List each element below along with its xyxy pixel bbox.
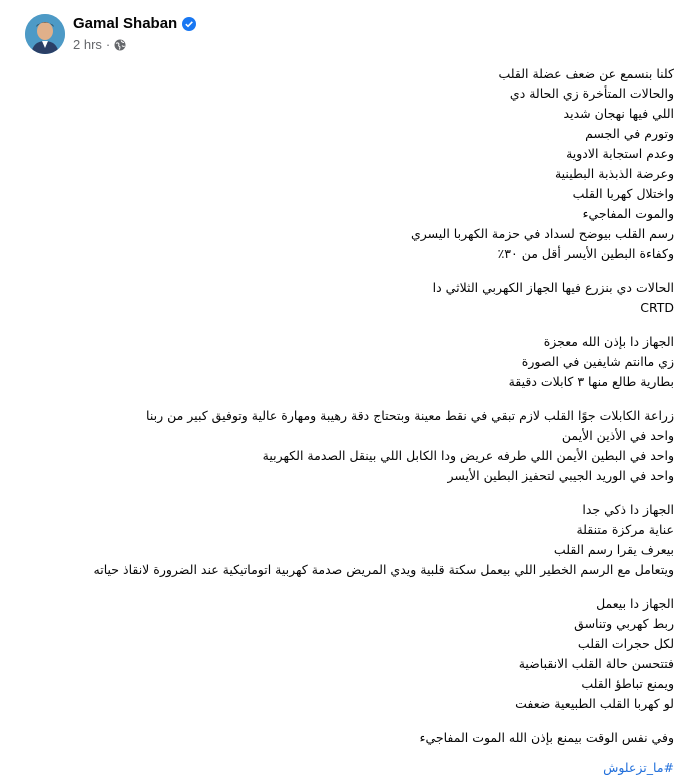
post-line: زي ماانتم شايفين في الصورة	[521, 354, 674, 369]
post-paragraph	[34, 500, 674, 580]
post-line: الجهاز دا بإذن الله معجزة	[543, 334, 674, 349]
post-line: الجهاز دا بيعمل	[596, 596, 674, 611]
avatar[interactable]	[25, 14, 65, 54]
post-line: رسم القلب بيوضح لسداد في حزمة الكهربا اليسري	[410, 226, 674, 241]
post-text	[34, 64, 674, 778]
post-line: ربط كهربي وتناسق	[574, 616, 674, 631]
post-line: لكل حجرات القلب	[577, 636, 674, 651]
post-time[interactable]: 2 hrs	[73, 37, 102, 52]
post-line: ويمنع تباطؤ القلب	[581, 676, 674, 691]
meta-separator: ·	[105, 37, 111, 52]
hashtag-link[interactable]: #ما_تزعلوش	[603, 760, 674, 775]
post-paragraph	[34, 332, 674, 392]
post-line: ويتعامل مع الرسم الخطير اللي بيعمل سكتة قلبية ويدي المريض صدمة كهربية اتوماتيكية عند الضرورة لانقاذ حياته	[93, 562, 674, 577]
post-line: وعدم استجابة الادوية	[566, 146, 674, 161]
post-line: وتورم في الجسم	[585, 126, 674, 141]
post-line: لو كهربا القلب الطبيعية ضعفت	[515, 696, 674, 711]
post-line: الجهاز دا ذكي جدا	[582, 502, 674, 517]
post-paragraph	[34, 64, 674, 264]
post-line: CRTD	[640, 300, 674, 315]
post-header	[25, 14, 665, 54]
post-line: واحد في الأذين الأيمن	[561, 428, 674, 443]
post-line: وفي نفس الوقت بيمنع بإذن الله الموت المفاجيء	[419, 730, 674, 745]
post-paragraph	[34, 278, 674, 318]
post-line: وكفاءة البطين الأيسر أقل من ٣٠٪	[497, 246, 674, 261]
post-line: واختلال كهربا القلب	[572, 186, 674, 201]
post-line: الحالات دي بنزرع فيها الجهاز الكهربي الثلاثي دا	[432, 280, 674, 295]
post-line: واحد في البطين الأيمن اللي طرفه عريض ودا الكابل اللي بينقل الصدمة الكهربية	[262, 448, 674, 463]
post-line: واحد في الوريد الجيبي لتحفيز البطين الأيسر	[447, 468, 674, 483]
post-paragraph	[34, 406, 674, 486]
post-paragraph	[34, 594, 674, 714]
post-line: عناية مركزة متنقلة	[576, 522, 674, 537]
post-line: اللي فيها نهجان شديد	[563, 106, 674, 121]
post-line: زراعة الكابلات جوًا القلب لازم تبقي في نقط معينة وبتحتاج دقة رهيبة ومهارة عالية وتوفيق كبير من ربنا	[146, 408, 674, 423]
post-line: والموت المفاجيء	[582, 206, 674, 221]
post-meta	[73, 37, 126, 52]
globe-icon[interactable]	[114, 39, 126, 51]
post-line: بيعرف يقرا رسم القلب	[553, 542, 674, 557]
author-name-text[interactable]: Gamal Shaban	[73, 15, 178, 32]
author-name[interactable]	[73, 15, 196, 32]
post-line: بطارية طالع منها ٣ كابلات دقيقة	[508, 374, 674, 389]
post-line: والحالات المتأخرة زي الحالة دي	[509, 86, 674, 101]
post-paragraph	[34, 728, 674, 748]
verified-badge-icon	[182, 17, 196, 31]
post-line: فتتحسن حالة القلب الانقباضية	[518, 656, 674, 671]
post-line: كلنا بنسمع عن ضعف عضلة القلب	[498, 66, 674, 81]
post-line: وعرضة الذبذبة البطينية	[554, 166, 674, 181]
